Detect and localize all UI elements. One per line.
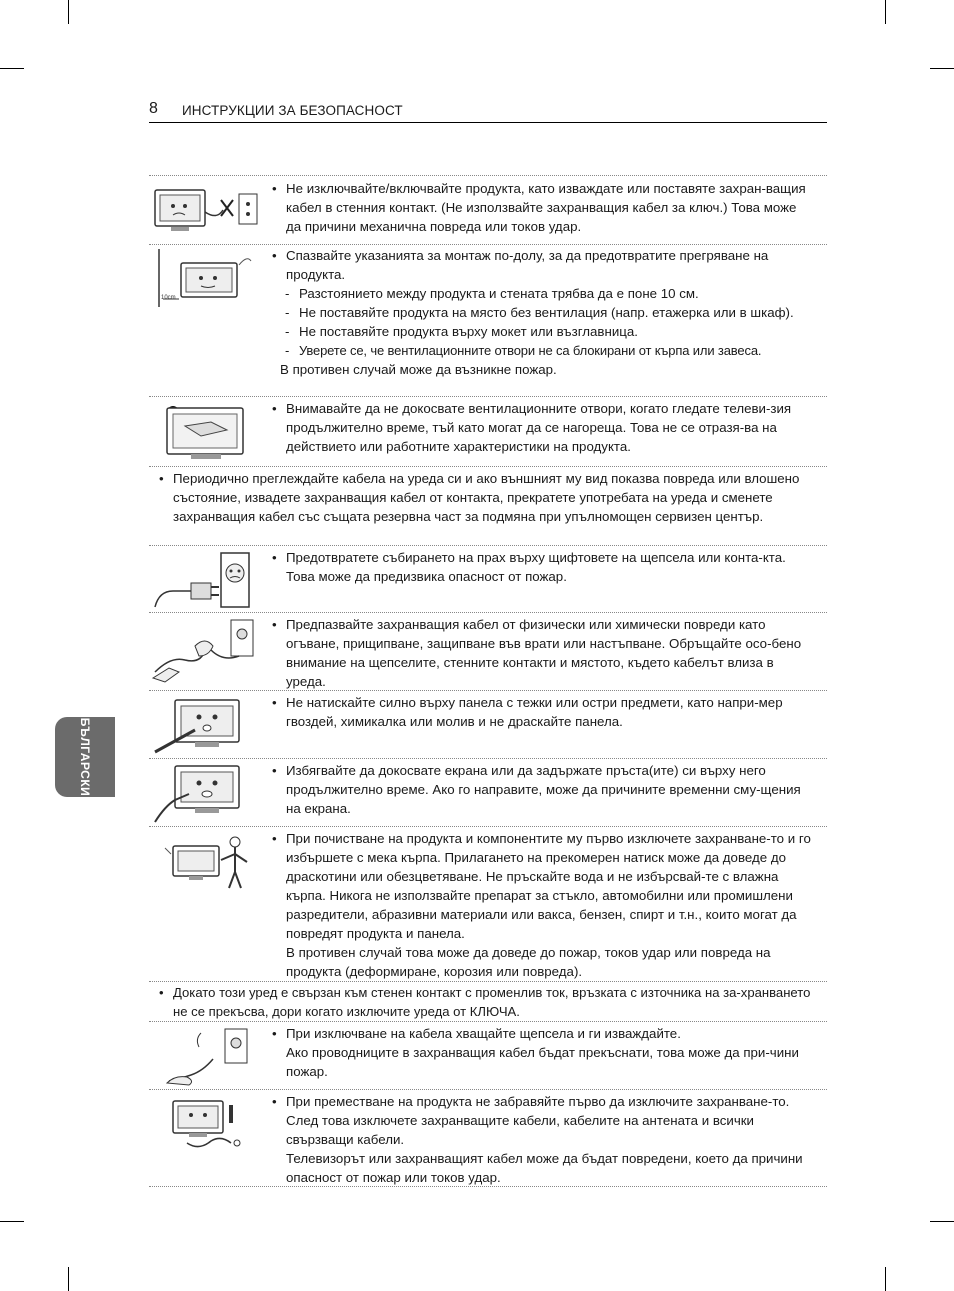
safety-item bbox=[149, 981, 827, 1022]
tv-cleaning-icon bbox=[151, 832, 261, 897]
safety-item bbox=[149, 826, 827, 982]
item-text bbox=[272, 548, 815, 586]
item-text bbox=[272, 399, 815, 456]
bullet-text: • Докато този уред е свързан към стенен контакт с променлив ток, връзката с източника на за-хранването не се прекъсва, дори когато изключите уреда от КЛЮЧА. bbox=[159, 983, 823, 1021]
item-text bbox=[159, 983, 823, 1021]
language-tab-label: БЪЛГАРСКИ bbox=[78, 717, 92, 797]
safety-item bbox=[149, 545, 827, 613]
continuation-text: Ако проводниците в захранващия кабел бъдат прекъснати, това може да при-чини пожар. bbox=[286, 1045, 799, 1079]
safety-item bbox=[149, 396, 827, 467]
bullet-text: • Спазвайте указанията за монтаж по-долу, за да предотвратите прегряване на продукта. bbox=[272, 246, 815, 284]
item-text bbox=[272, 246, 815, 379]
continuation-text: В противен случай това може да доведе до пожар, токов удар или повреда на продукта (деформиране, корозия или повреда). bbox=[286, 945, 771, 979]
item-text bbox=[272, 1092, 815, 1187]
bullet-text: • При преместване на продукта не забравяйте първо да изключите захранване-то. След това изключете захранващите кабели, кабелите на антената и всички свързващи кабели. bbox=[272, 1092, 815, 1149]
no-touch-vents-icon bbox=[151, 400, 261, 465]
bullet-text: • Внимавайте да не докосвате вентилационните отвори, когато гледате телеви-зия продължително време, тъй като могат да се нагореща. Това не се отразя-ва на действието или работните характеристики на продукта. bbox=[272, 399, 815, 456]
item-text bbox=[159, 469, 815, 526]
safety-item bbox=[149, 175, 827, 245]
item-text bbox=[272, 1024, 815, 1081]
bullet-text: • Предпазвайте захранващия кабел от физически или химически повреди като огъване, прищипване, защипване във врати или настъпване. Обръщайте осо-бено внимание на щепселите, стенните контакти и мястото, където кабелът влиза в уреда. bbox=[272, 615, 815, 691]
item-text bbox=[272, 829, 815, 981]
dash-item: - Не поставяйте продукта на място без вентилация (напр. етажерка или в шкаф). bbox=[272, 303, 815, 322]
note-text: В противен случай може да възникне пожар. bbox=[280, 362, 557, 377]
item-text bbox=[272, 615, 815, 691]
safety-item bbox=[149, 690, 827, 759]
crop-mark bbox=[68, 0, 69, 24]
dash-item: - Уверете се, че вентилационните отвори не са блокирани от кърпа или завеса. bbox=[272, 341, 815, 360]
safety-item bbox=[149, 466, 827, 546]
bullet-text: • При изключване на кабела хващайте щепсела и ги изваждайте. bbox=[272, 1024, 815, 1043]
damaged-cable-icon bbox=[151, 616, 261, 691]
pull-plug-icon bbox=[151, 1025, 261, 1092]
crop-mark bbox=[930, 68, 954, 69]
page-header bbox=[149, 100, 827, 123]
crop-mark bbox=[0, 1221, 24, 1222]
safety-item bbox=[149, 1089, 827, 1187]
crop-mark bbox=[68, 1267, 69, 1291]
bullet-text: • При почистване на продукта и компонентите му първо изключете захранване-то и го избършете с мека кърпа. Прилагането на прекомерен натиск може да доведе до драскотини или обезцветяване. Не пръскайте вода и не избърсвай-те с влажна кърпа. Никога не използвайте препарат за стъкло, автомобилни или промишлени разредители, абразивни материали или вакса, бензен, спирт и т.н., които могат да повредят продукта и панела. bbox=[272, 829, 815, 943]
bullet-text: • Периодично преглеждайте кабела на уреда си и ако външният му вид показва повреда или влошено състояние, извадете захранващия кабел от контакта, прекратете употребата на уреда и сменете захранващия кабел със същата резервна част за подмяна при упълномощен сервизен център. bbox=[159, 469, 815, 526]
tv-touch-screen-icon bbox=[151, 762, 261, 829]
illus-label: 10cm bbox=[161, 295, 176, 301]
continuation-text: Телевизорът или захранващият кабел може да бъдат повредени, което да причини опасност от пожар или токов удар. bbox=[286, 1151, 803, 1185]
tv-press-panel-icon bbox=[151, 694, 261, 761]
language-tab bbox=[55, 717, 115, 797]
tv-unplug-icon bbox=[151, 182, 261, 243]
continuation-text: Това може да предизвика опасност от пожар. bbox=[286, 569, 567, 584]
item-text bbox=[272, 179, 815, 236]
crop-mark bbox=[0, 68, 24, 69]
safety-item bbox=[149, 243, 827, 397]
tv-move-unplug-icon bbox=[151, 1095, 261, 1160]
dash-item: - Не поставяйте продукта върху мокет или възглавница. bbox=[272, 322, 815, 341]
bullet-text: • Избягвайте да докосвате екрана или да задържате пръста(ите) си върху него продължително време. Ако го направите, може да причините временни сму-щения на екрана. bbox=[272, 761, 815, 818]
bullet-text: • Предотвратете събирането на прах върху щифтовете на щепсела или конта-кта. bbox=[272, 548, 815, 567]
item-text bbox=[272, 761, 815, 818]
tv-ventilation-icon bbox=[151, 249, 261, 314]
bullet-text: • Не натискайте силно върху панела с тежки или остри предмети, като напри-мер гвоздей, химикалка или молив и не драскайте панела. bbox=[272, 693, 815, 731]
crop-mark bbox=[930, 1221, 954, 1222]
dusty-plug-icon bbox=[151, 547, 261, 616]
page-number: 8 bbox=[149, 100, 158, 117]
page-title: ИНСТРУКЦИИ ЗА БЕЗОПАСНОСТ bbox=[182, 103, 403, 118]
item-text bbox=[272, 693, 815, 731]
safety-item bbox=[149, 612, 827, 691]
safety-item bbox=[149, 758, 827, 827]
crop-mark bbox=[885, 1267, 886, 1291]
bullet-text: • Не изключвайте/включвайте продукта, като изваждате или поставяте захран-ващия кабел в стенния контакт. (Не използвайте захранващия кабел за ключ.) Това може да причини механична повреда или токов удар. bbox=[272, 179, 815, 236]
crop-mark bbox=[885, 0, 886, 24]
dash-item: - Разстоянието между продукта и стената трябва да е поне 10 см. bbox=[272, 284, 815, 303]
safety-item bbox=[149, 1021, 827, 1090]
